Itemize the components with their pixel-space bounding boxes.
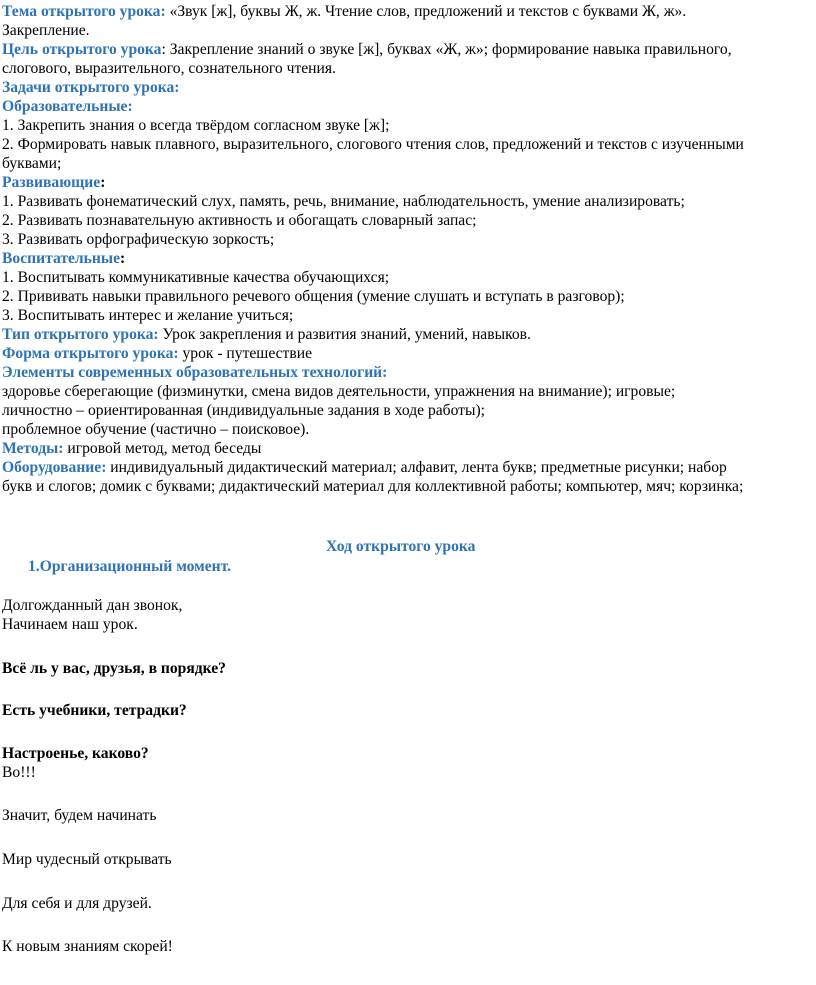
equipment-line [2,459,727,477]
topic-label: Тема открытого урока: [2,3,166,20]
topic-line-2: Закрепление. [2,22,90,39]
methods-line [2,440,261,458]
lesson-form-label: Форма открытого урока: [2,345,179,362]
lesson-type-label: Тип открытого урока: [2,326,159,343]
technologies-line: личностно – ориентированная (индивидуальные задания в ходе работы); [2,402,486,419]
goal-line-2: слогового, выразительного, сознательного чтения. [2,60,336,77]
lesson-form-text: урок - путешествие [178,345,312,362]
goal-text: : Закрепление знаний о звуке [ж], буквах «Ж, ж»; формирование навыка правильного, [161,41,732,58]
goal-label: Цель открытого урока [2,41,162,58]
developing-item: 3. Развивать орфографическую зоркость; [2,231,275,248]
developing-heading: Развивающие [2,174,101,191]
lesson-form-line [2,345,312,363]
upbringing-colon: : [120,250,126,267]
poem-line: Есть учебники, тетрадки? [2,702,187,719]
technologies-line: проблемное обучение (частично – поисковое). [2,421,310,438]
upbringing-item: 3. Воспитывать интерес и желание учиться; [2,307,294,324]
poem-line: Для себя и для друзей. [2,895,152,912]
poem-line: Всё ль у вас, друзья, в порядке? [2,660,226,677]
upbringing-heading: Воспитательные [2,250,120,267]
equipment-line-2: букв и слогов; домик с буквами; дидактический материал для коллективной работы; компьютер, мяч; корзинка; [2,478,744,495]
upbringing-item: 1. Воспитывать коммуникативные качества обучающихся; [2,269,390,286]
poem-line: Настроенье, каково? [2,745,149,762]
developing-colon: : [100,174,106,191]
educational-heading: Образовательные: [2,98,133,115]
poem-line: Мир чудесный открывать [2,851,172,868]
section-organizational-moment: 1.Организационный момент. [28,558,232,575]
poem-line: К новым знаниям скорей! [2,938,173,955]
equipment-label: Оборудование: [2,459,107,476]
educational-item: буквами; [2,155,62,172]
developing-item: 1. Развивать фонематический слух, память, речь, внимание, наблюдательность, умение анализировать; [2,193,685,210]
technologies-heading: Элементы современных образовательных технологий: [2,364,388,381]
poem-line: Значит, будем начинать [2,807,157,824]
topic-text: «Звук [ж], буквы Ж, ж. Чтение слов, предложений и текстов с буквами Ж, ж». [165,3,687,20]
educational-item: 1. Закрепить знания о всегда твёрдом согласном звуке [ж]; [2,117,390,134]
goal-line [2,41,732,59]
upbringing-heading-line [2,250,125,268]
lesson-type-line [2,326,531,344]
poem-line: Долгожданный дан звонок, [2,597,183,614]
topic-line [2,3,686,21]
tasks-heading: Задачи открытого урока: [2,79,180,96]
developing-heading-line [2,174,105,192]
poem-line: Во!!! [2,764,36,781]
poem-line: Начинаем наш урок. [2,616,138,633]
lesson-type-text: Урок закрепления и развития знаний, умений, навыков. [158,326,531,343]
methods-label: Методы: [2,440,64,457]
educational-item: 2. Формировать навык плавного, выразительного, слогового чтения слов, предложений и текстов с изученными [2,136,744,153]
equipment-text: индивидуальный дидактический материал; алфавит, лента букв; предметные рисунки; набор [106,459,727,476]
developing-item: 2. Развивать познавательную активность и обогащать словарный запас; [2,212,477,229]
methods-text: игровой метод, метод беседы [63,440,262,457]
course-title: Ход открытого урока [326,538,476,555]
technologies-line: здоровье сберегающие (физминутки, смена видов деятельности, упражнения на внимание); игровые; [2,383,676,400]
upbringing-item: 2. Прививать навыки правильного речевого общения (умение слушать и вступать в разговор); [2,288,625,305]
